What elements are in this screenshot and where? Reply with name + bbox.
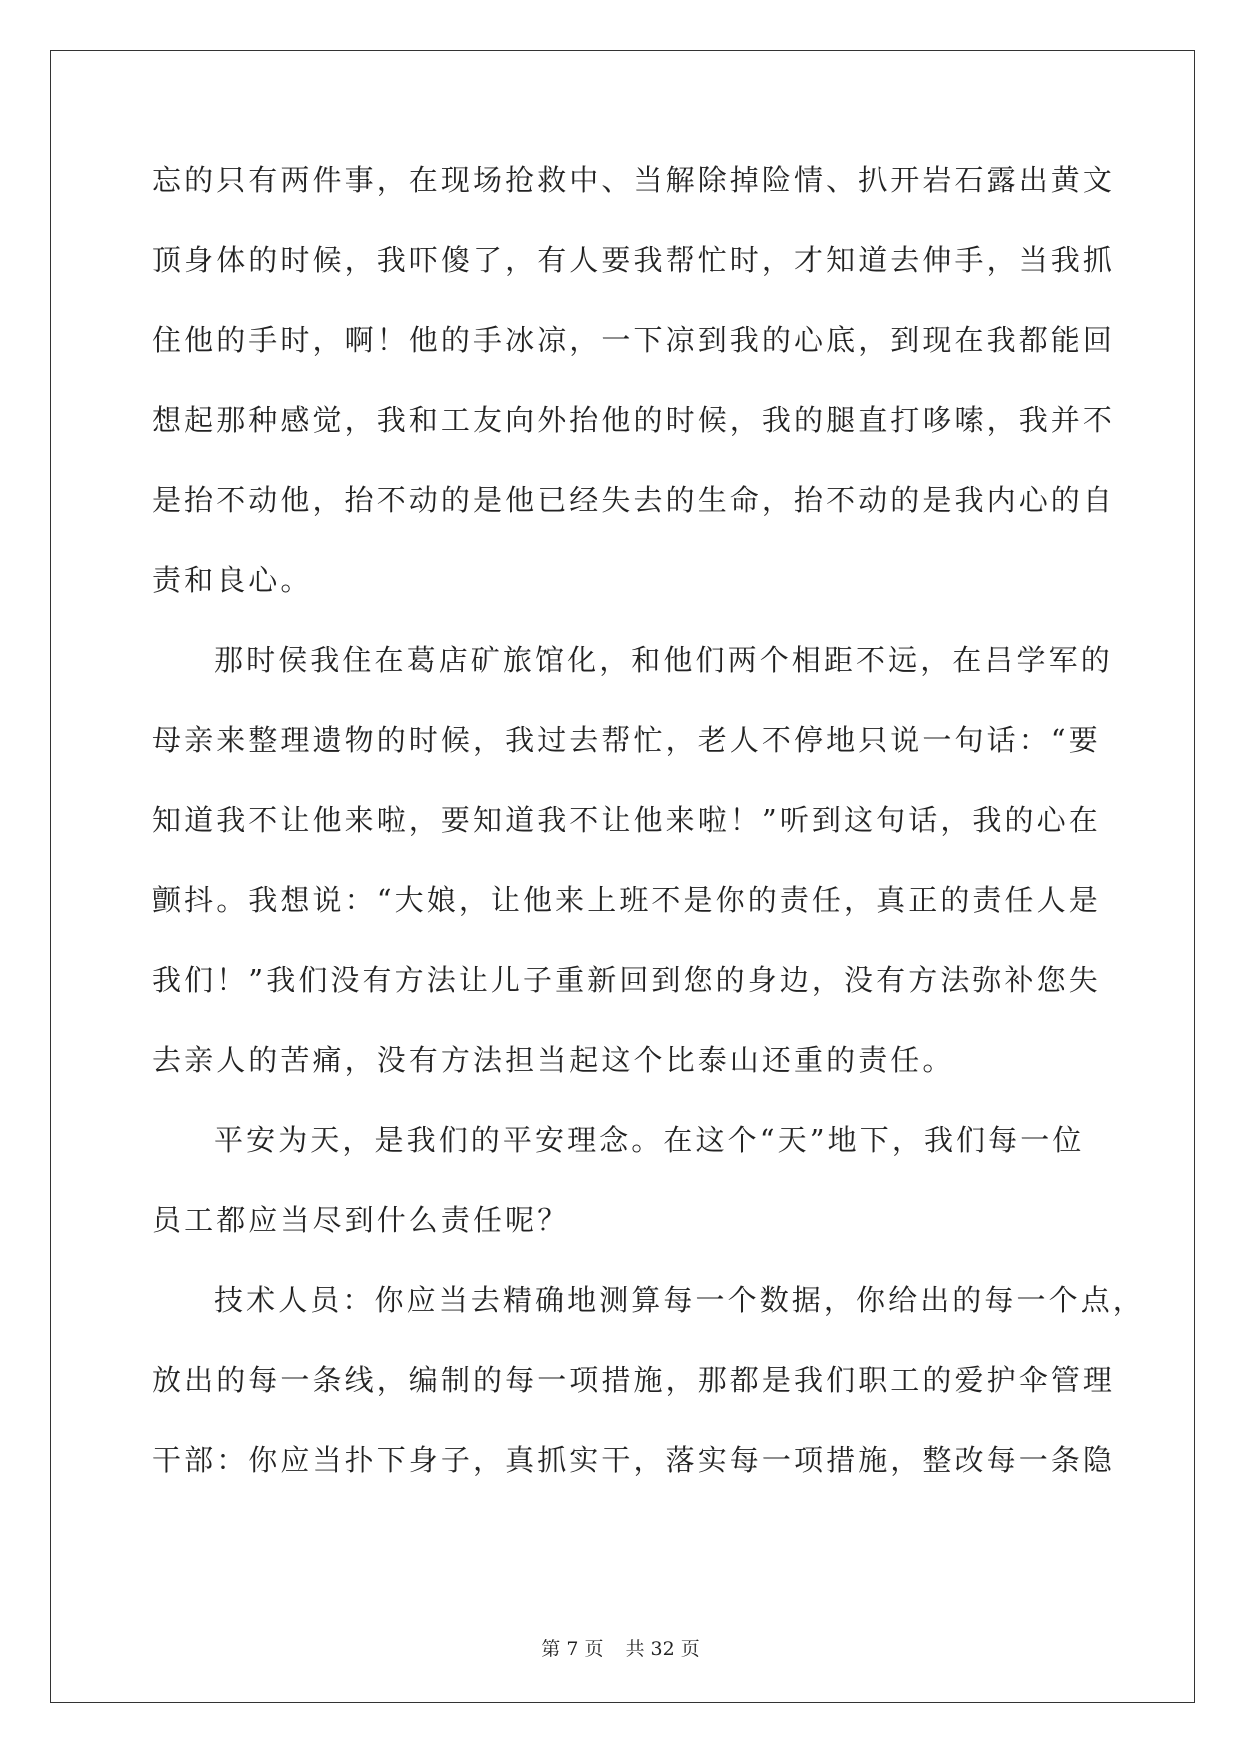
text-line: 我们！”我们没有方法让儿子重新回到您的身边，没有方法弥补您失 [152, 963, 1101, 997]
text-line: 责和良心。 [152, 563, 313, 597]
text-line: 放出的每一条线，编制的每一项措施，那都是我们职工的爱护伞管理 [152, 1363, 1116, 1397]
text-line: 知道我不让他来啦，要知道我不让他来啦！”听到这句话，我的心在 [152, 803, 1101, 837]
page-footer [0, 1634, 1241, 1661]
page-total: 共 32 页 [625, 1638, 700, 1660]
text-line: 那时侯我住在葛店矿旅馆化，和他们两个相距不远，在吕学军的 [214, 643, 1113, 677]
text-line: 住他的手时，啊！他的手冰凉，一下凉到我的心底，到现在我都能回 [152, 323, 1116, 357]
text-line: 去亲人的苦痛，没有方法担当起这个比泰山还重的责任。 [152, 1043, 955, 1077]
text-line: 颤抖。我想说：“大娘，让他来上班不是你的责任，真正的责任人是 [152, 883, 1101, 917]
text-line: 忘的只有两件事，在现场抢救中、当解除掉险情、扒开岩石露出黄文 [152, 163, 1116, 197]
text-line: 想起那种感觉，我和工友向外抬他的时候，我的腿直打哆嗦，我并不 [152, 403, 1116, 437]
text-line: 顶身体的时候，我吓傻了，有人要我帮忙时，才知道去伸手，当我抓 [152, 243, 1116, 277]
text-line: 平安为天，是我们的平安理念。在这个“天”地下，我们每一位 [214, 1123, 1085, 1157]
document-body [152, 160, 1145, 1520]
text-line: 干部：你应当扑下身子，真抓实干，落实每一项措施，整改每一条隐 [152, 1443, 1116, 1477]
page-number: 第 7 页 [541, 1638, 604, 1660]
text-line: 员工都应当尽到什么责任呢？ [152, 1203, 570, 1237]
text-line: 技术人员：你应当去精确地测算每一个数据，你给出的每一个点， [214, 1283, 1145, 1317]
text-line: 母亲来整理遗物的时候，我过去帮忙，老人不停地只说一句话：“要 [152, 723, 1101, 757]
text-line: 是抬不动他，抬不动的是他已经失去的生命，抬不动的是我内心的自 [152, 483, 1116, 517]
